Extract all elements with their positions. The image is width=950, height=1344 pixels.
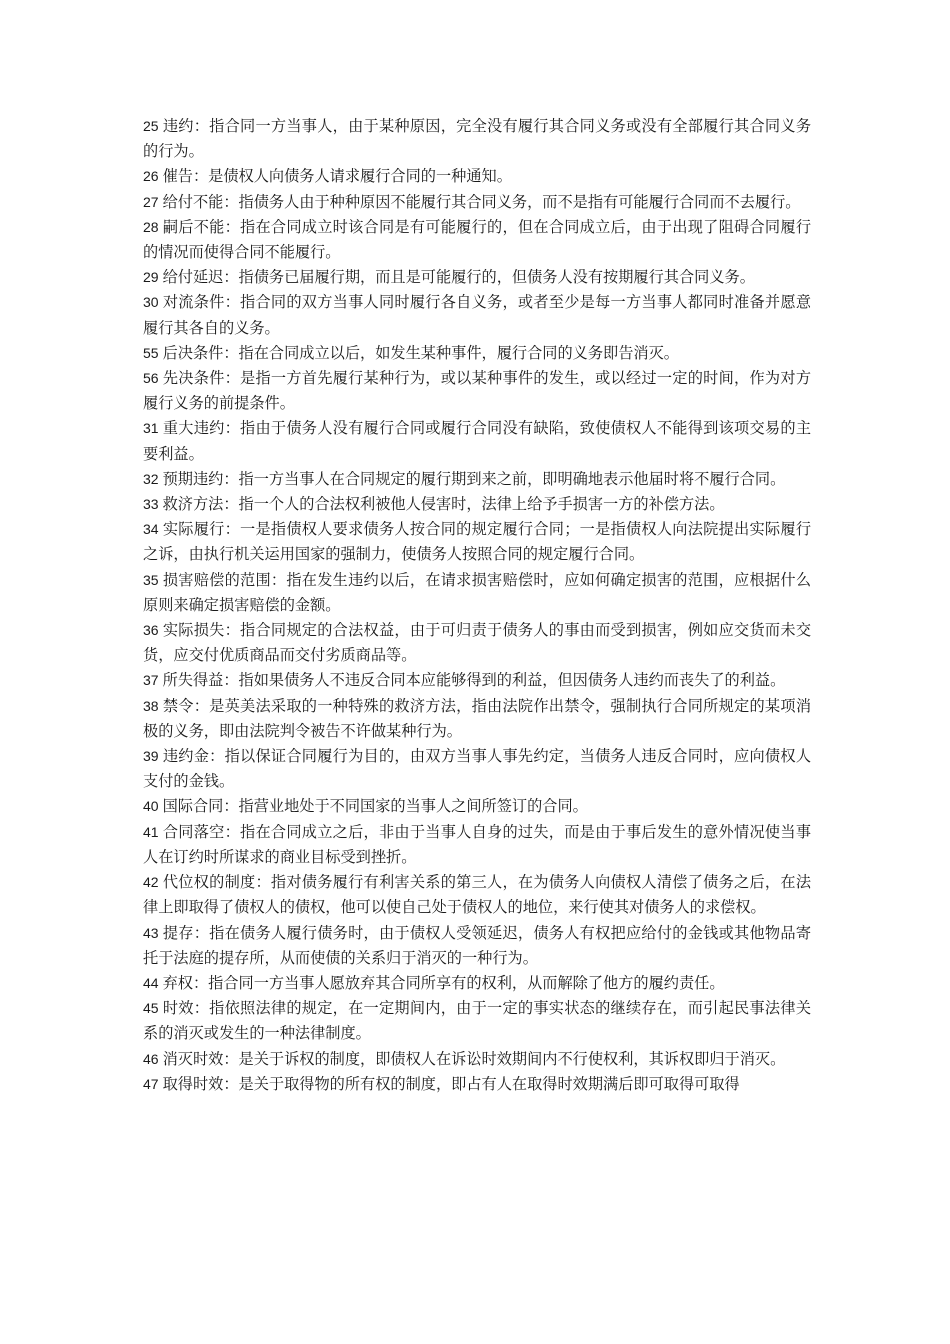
entry-47 — [143, 1072, 811, 1097]
entry-text: 国际合同：指营业地处于不同国家的当事人之间所签订的合同。 — [162, 797, 588, 816]
entry-number: 46 — [143, 1050, 159, 1067]
entry-number: 40 — [143, 798, 159, 815]
entry-40 — [143, 794, 811, 819]
entry-number: 47 — [143, 1075, 159, 1092]
entry-text: 禁令：是英美法采取的一种特殊的救济方法，指由法院作出禁令，强制执行合同所规定的某项消极的义务，即由法院判令被告不许做某种行为。 — [143, 696, 811, 740]
entry-number: 27 — [143, 193, 159, 210]
entry-number: 38 — [143, 697, 159, 714]
entry-number: 28 — [143, 218, 159, 235]
entry-number: 55 — [143, 344, 159, 361]
entry-text: 重大违约：指由于债务人没有履行合同或履行合同没有缺陷，致使债权人不能得到该项交易的主要利益。 — [143, 419, 811, 463]
entry-number: 37 — [143, 672, 159, 689]
entry-text: 后决条件：指在合同成立以后，如发生某种事件，履行合同的义务即告消灭。 — [162, 343, 679, 362]
entry-number: 33 — [143, 496, 159, 513]
entry-text: 合同落空：指在合同成立之后，非由于当事人自身的过失，而是由于事后发生的意外情况使当事人在订约时所谋求的商业目标受到挫折。 — [143, 822, 811, 866]
entry-43 — [143, 921, 811, 971]
entry-text: 嗣后不能：指在合同成立时该合同是有可能履行的，但在合同成立后，由于出现了阻碍合同履行的情况而使得合同不能履行。 — [143, 217, 811, 262]
entry-number: 31 — [143, 420, 159, 437]
entry-45 — [143, 996, 811, 1046]
entry-30 — [143, 290, 811, 340]
entry-text: 先决条件：是指一方首先履行某种行为，或以某种事件的发生，或以经过一定的时间，作为对方履行义务的前提条件。 — [143, 369, 811, 413]
entry-text: 提存：指在债务人履行债务时，由于债权人受领延迟，债务人有权把应给付的金钱或其他物品寄托于法庭的提存所，从而使债的关系归于消灭的一种行为。 — [143, 923, 811, 967]
entry-number: 30 — [143, 294, 159, 311]
entry-text: 取得时效：是关于取得物的所有权的制度，即占有人在取得时效期满后即可取得可取得 — [162, 1074, 740, 1093]
entry-56 — [143, 366, 811, 416]
entry-text: 救济方法：指一个人的合法权利被他人侵害时，法律上给予手损害一方的补偿方法。 — [162, 495, 725, 514]
entry-text: 催告：是债权人向债务人请求履行合同的一种通知。 — [162, 167, 512, 186]
entry-text: 给付不能：指债务人由于种种原因不能履行其合同义务，而不是指有可能履行合同而不去履行。 — [162, 192, 801, 211]
entry-39 — [143, 744, 811, 794]
entry-text: 所失得益：指如果债务人不违反合同本应能够得到的利益，但因债务人违约而丧失了的利益。 — [162, 671, 786, 690]
entry-number: 36 — [143, 622, 159, 639]
entry-41 — [143, 820, 811, 870]
entry-38 — [143, 694, 811, 744]
entry-number: 26 — [143, 168, 159, 185]
entry-number: 34 — [143, 521, 159, 538]
entry-number: 43 — [143, 924, 159, 941]
entry-55 — [143, 341, 811, 366]
entry-29 — [143, 265, 811, 290]
entry-text: 违约金：指以保证合同履行为目的，由双方当事人事先约定，当债务人违反合同时，应向债权人支付的金钱。 — [143, 747, 811, 791]
entry-33 — [143, 492, 811, 517]
entry-number: 29 — [143, 269, 159, 286]
document-body — [143, 114, 811, 1097]
entry-text: 预期违约：指一方当事人在合同规定的履行期到来之前，即明确地表示他届时将不履行合同。 — [162, 469, 786, 488]
entry-46 — [143, 1047, 811, 1072]
entry-35 — [143, 568, 811, 618]
entry-text: 违约：指合同一方当事人，由于某种原因，完全没有履行其合同义务或没有全部履行其合同义务的行为。 — [143, 117, 811, 161]
entry-text: 弃权：指合同一方当事人愿放弃其合同所享有的权利，从而解除了他方的履约责任。 — [162, 973, 725, 992]
entry-number: 35 — [143, 571, 159, 588]
entry-37 — [143, 668, 811, 693]
entry-text: 代位权的制度：指对债务履行有利害关系的第三人，在为债务人向债权人清偿了债务之后，在法律上即取得了债权人的债权，他可以使自己处于债权人的地位，来行使其对债务人的求偿权。 — [143, 873, 811, 917]
entry-number: 44 — [143, 974, 159, 991]
entry-text: 实际损失：指合同规定的合法权益，由于可归责于债务人的事由而受到损害，例如应交货而未交货，应交付优质商品而交付劣质商品等。 — [143, 621, 811, 665]
entry-32 — [143, 467, 811, 492]
entry-42 — [143, 870, 811, 920]
entry-text: 损害赔偿的范围：指在发生违约以后，在请求损害赔偿时，应如何确定损害的范围，应根据什么原则来确定损害赔偿的金额。 — [143, 570, 811, 614]
entry-44 — [143, 971, 811, 996]
entry-text: 给付延迟：指债务已届履行期，而且是可能履行的，但债务人没有按期履行其合同义务。 — [162, 268, 755, 287]
entry-number: 41 — [143, 823, 159, 840]
entry-36 — [143, 618, 811, 668]
entry-27 — [143, 190, 811, 215]
entry-25 — [143, 114, 811, 164]
entry-34 — [143, 517, 811, 567]
entry-26 — [143, 164, 811, 189]
entry-text: 时效：指依照法律的规定，在一定期间内，由于一定的事实状态的继续存在，而引起民事法律关系的消灭或发生的一种法律制度。 — [143, 999, 811, 1043]
entry-number: 56 — [143, 370, 159, 387]
entry-number: 42 — [143, 874, 159, 891]
entry-number: 39 — [143, 748, 159, 765]
entry-text: 消灭时效：是关于诉权的制度，即债权人在诉讼时效期间内不行使权利，其诉权即归于消灭。 — [162, 1049, 786, 1068]
entry-number: 25 — [143, 118, 159, 134]
entry-text: 实际履行：一是指债权人要求债务人按合同的规定履行合同；一是指债权人向法院提出实际履行之诉，由执行机关运用国家的强制力，使债务人按照合同的规定履行合同。 — [143, 520, 811, 564]
entry-number: 45 — [143, 1000, 159, 1017]
entry-28 — [143, 215, 811, 265]
entry-number: 32 — [143, 470, 159, 487]
entry-text: 对流条件：指合同的双方当事人同时履行各自义务，或者至少是每一方当事人都同时准备并愿意履行其各自的义务。 — [143, 293, 811, 337]
entry-31 — [143, 416, 811, 466]
